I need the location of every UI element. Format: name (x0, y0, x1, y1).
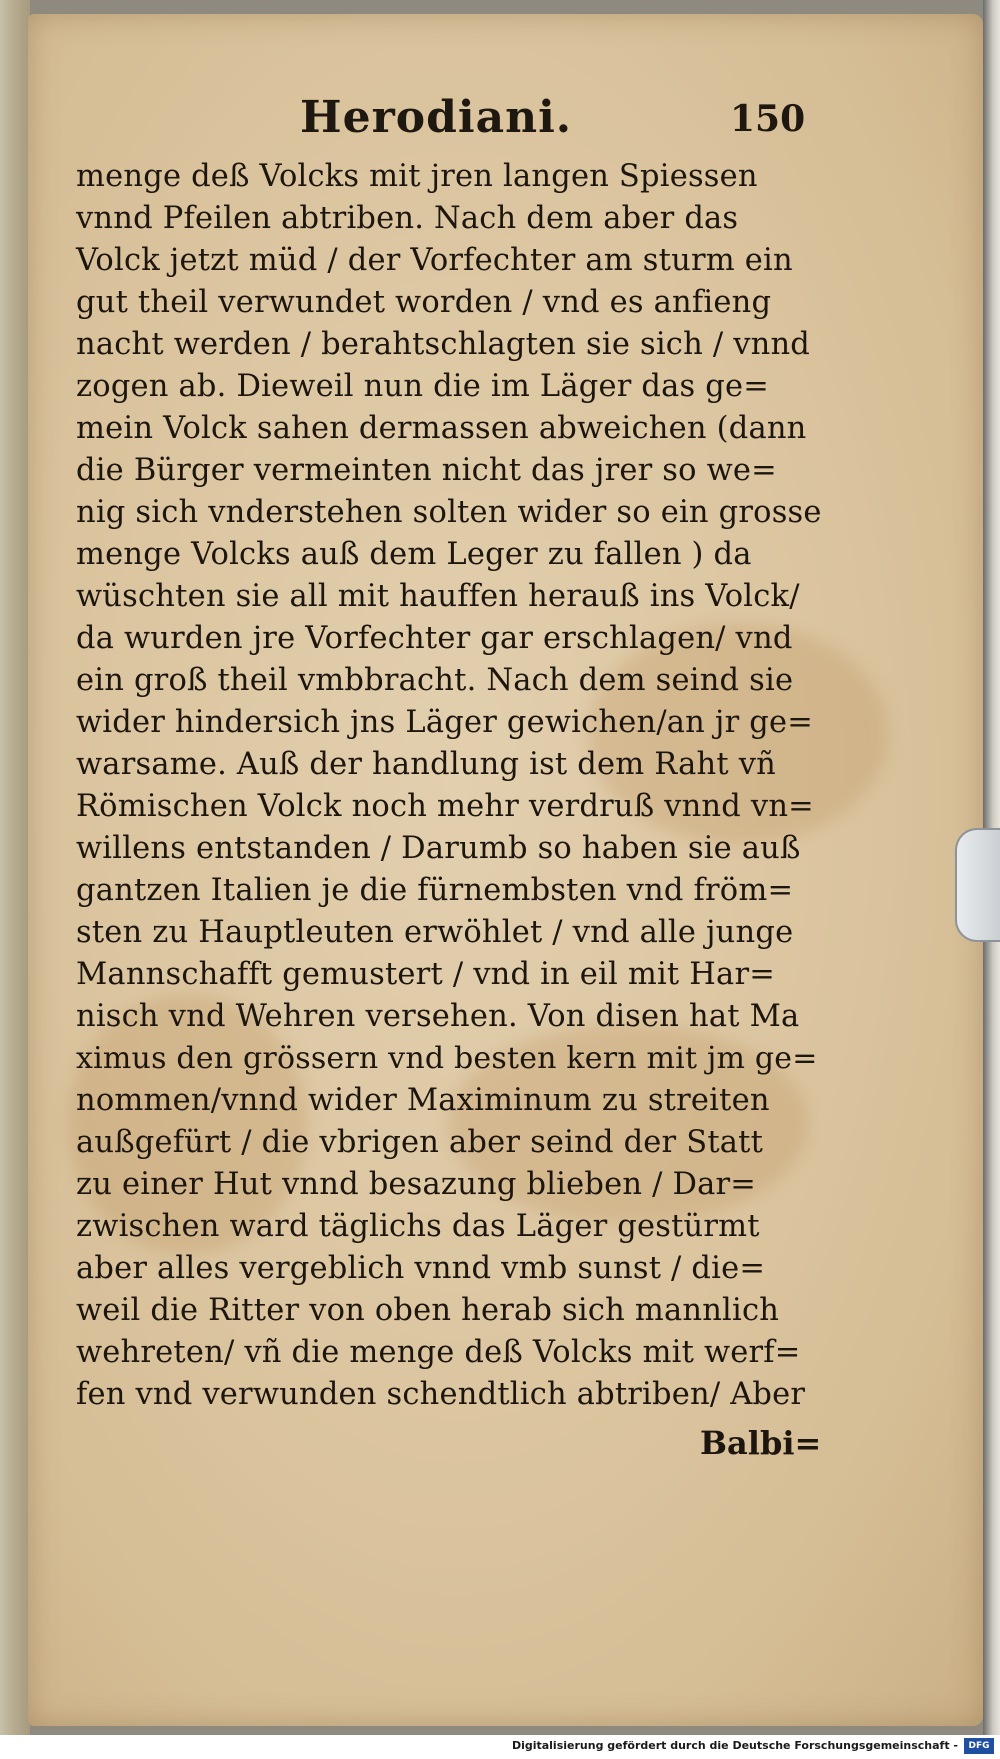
text-line: vnnd Pfeilen abtriben. Nach dem aber das (76, 201, 739, 236)
footer-bar (0, 1735, 1000, 1759)
adjacent-page-edge-left (0, 0, 30, 1735)
text-line: weil die Ritter von oben herab sich mannlich (76, 1293, 780, 1328)
text-line: warsame. Auß der handlung ist dem Raht vñ (76, 747, 776, 782)
text-line: nig sich vnderstehen solten wider so ein grosse (76, 495, 822, 530)
text-line: da wurden jre Vorfechter gar erschlagen/ vnd (76, 621, 793, 656)
text-line: gut theil verwundet worden / vnd es anfieng (76, 285, 772, 320)
text-line: nacht werden / berahtschlagten sie sich / vnnd (76, 327, 811, 362)
text-line: fen vnd verwunden schendtlich abtriben/ Aber (76, 1377, 806, 1412)
text-line: Mannschafft gemustert / vnd in eil mit Har= (76, 957, 775, 992)
text-line: wehreten/ vñ die menge deß Volcks mit werf= (76, 1335, 801, 1370)
text-line: nisch vnd Wehren versehen. Von disen hat Ma (76, 999, 800, 1034)
page-header (80, 92, 820, 152)
text-line: mein Volck sahen dermassen abweichen (dann (76, 411, 807, 446)
text-line: willens entstanden / Darumb so haben sie auß (76, 831, 801, 866)
text-line: Volck jetzt müd / der Vorfechter am sturm ein (76, 243, 793, 278)
text-line: die Bürger vermeinten nicht das jrer so we= (76, 453, 777, 488)
text-line: wider hindersich jns Läger gewichen/an jr ge= (76, 705, 813, 740)
text-line: Römischen Volck noch mehr verdruß vnnd vn= (76, 789, 814, 824)
funding-credit: Digitalisierung gefördert durch die Deutsche Forschungsgemeinschaft - (511, 1739, 958, 1752)
adjacent-page-text-fragments (2, 120, 28, 1620)
text-line: gantzen Italien je die fürnembsten vnd fröm= (76, 873, 794, 908)
text-line: nommen/vnnd wider Maximinum zu streiten (76, 1083, 770, 1118)
text-line: sten zu Hauptleuten erwöhlet / vnd alle junge (76, 915, 794, 950)
text-line: menge deß Volcks mit jren langen Spiessen (76, 159, 758, 194)
dfg-logo: DFG (964, 1738, 994, 1754)
body-text (76, 156, 826, 1416)
catchword: Balbi= (700, 1424, 822, 1462)
text-line: menge Volcks auß dem Leger zu fallen ) da (76, 537, 752, 572)
text-line: außgefürt / die vbrigen aber seind der Statt (76, 1125, 764, 1160)
text-line: zu einer Hut vnnd besazung blieben / Dar= (76, 1167, 757, 1202)
text-line: wüschten sie all mit hauffen herauß ins Volck/ (76, 579, 800, 614)
running-head: Herodiani. (300, 92, 573, 143)
text-line: zogen ab. Dieweil nun die im Läger das ge= (76, 369, 769, 404)
text-line: ein groß theil vmbbracht. Nach dem seind sie (76, 663, 794, 698)
text-line: ximus den grössern vnd besten kern mit jm ge= (76, 1041, 818, 1076)
text-line: aber alles vergeblich vnnd vmb sunst / die= (76, 1251, 766, 1286)
text-line: zwischen ward täglichs das Läger gestürmt (76, 1209, 760, 1244)
folio-number: 150 (730, 98, 806, 140)
page-clip-marker (955, 828, 1000, 942)
